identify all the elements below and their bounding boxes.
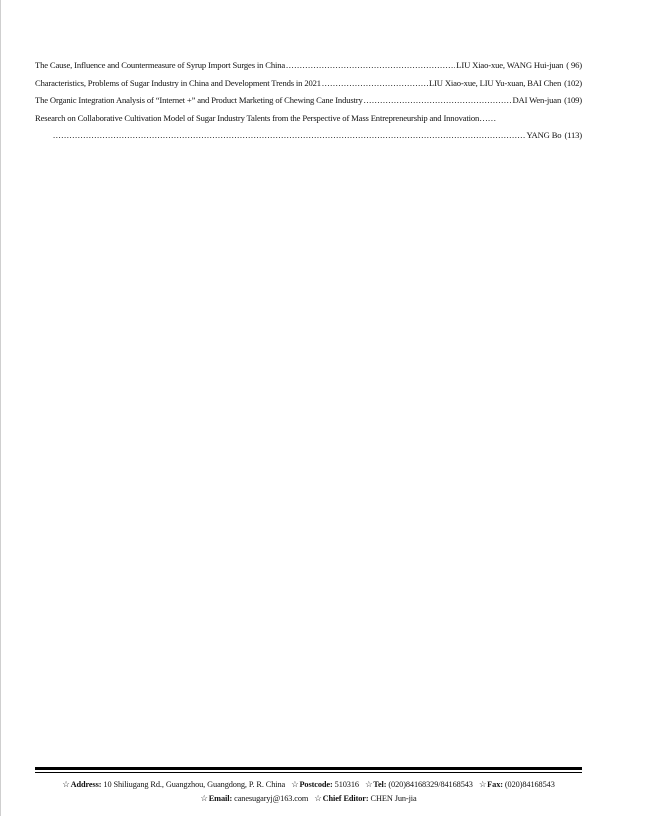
chief-editor-value: CHEN Jun-jia: [370, 794, 417, 803]
footer-contact-line: [35, 779, 582, 789]
star-icon: ☆: [364, 780, 373, 789]
toc-entry-authors: YANG Bo: [526, 130, 562, 140]
postcode-value: 510316: [334, 780, 359, 789]
tel-value: (020)84168329/84168543: [388, 780, 473, 789]
toc-dot-leader: [53, 130, 525, 140]
star-icon: ☆: [314, 794, 322, 803]
toc-dot-leader: [322, 78, 428, 88]
toc-entry-authors: LIU Xiao-xue, WANG Hui-juan: [456, 60, 564, 70]
page-footer: [35, 767, 582, 803]
toc-entry: [35, 78, 582, 96]
toc-entry-title: Characteristics, Problems of Sugar Industry in China and Development Trends in 2021: [35, 77, 321, 88]
toc-entry-page: (102): [564, 77, 582, 88]
table-of-contents: [35, 60, 582, 148]
toc-entry: [35, 95, 582, 113]
star-icon: ☆: [478, 780, 487, 789]
footer-rule-thin: [35, 772, 582, 773]
address-value: 10 Shiliugang Rd., Guangzhou, Guangdong, P. R. China: [103, 780, 286, 789]
toc-entry-authors: DAI Wen-juan: [512, 95, 562, 105]
toc-entry-authors: LIU Xiao-xue, LIU Yu-xuan, BAI Chen: [428, 77, 562, 88]
star-icon: ☆: [62, 780, 70, 789]
chief-editor-label: Chief Editor:: [322, 794, 369, 803]
email-label: Email:: [208, 794, 233, 803]
star-icon: ☆: [200, 794, 208, 803]
toc-entry-title: The Organic Integration Analysis of “Internet +” and Product Marketing of Chewing Cane Industry: [35, 95, 363, 105]
star-icon: ☆: [291, 780, 299, 789]
toc-entry-title: The Cause, Influence and Countermeasure of Syrup Import Surges in China: [35, 60, 286, 70]
toc-entry-page: (109): [564, 95, 582, 105]
toc-dot-leader: [364, 95, 512, 105]
toc-entry: [35, 113, 582, 131]
toc-entry-page: (113): [564, 130, 582, 140]
toc-entry-continuation: [35, 130, 582, 148]
postcode-label: Postcode:: [299, 780, 333, 789]
fax-value: (020)84168543: [504, 780, 555, 789]
toc-entry: [35, 60, 582, 78]
toc-dot-leader: [286, 60, 455, 70]
email-value: canesugaryj@163.com: [234, 794, 309, 803]
toc-entry-page: ( 96): [566, 60, 582, 70]
fax-label: Fax:: [487, 780, 503, 789]
footer-rule-thick: [35, 767, 582, 770]
address-label: Address:: [70, 780, 102, 789]
footer-editor-line: [35, 793, 582, 803]
toc-entry-title: Research on Collaborative Cultivation Model of Sugar Industry Talents from the Perspective of Mass Entrepreneurship and Innovation ……: [35, 113, 496, 123]
tel-label: Tel:: [373, 780, 387, 789]
page-left-edge: [0, 0, 1, 816]
